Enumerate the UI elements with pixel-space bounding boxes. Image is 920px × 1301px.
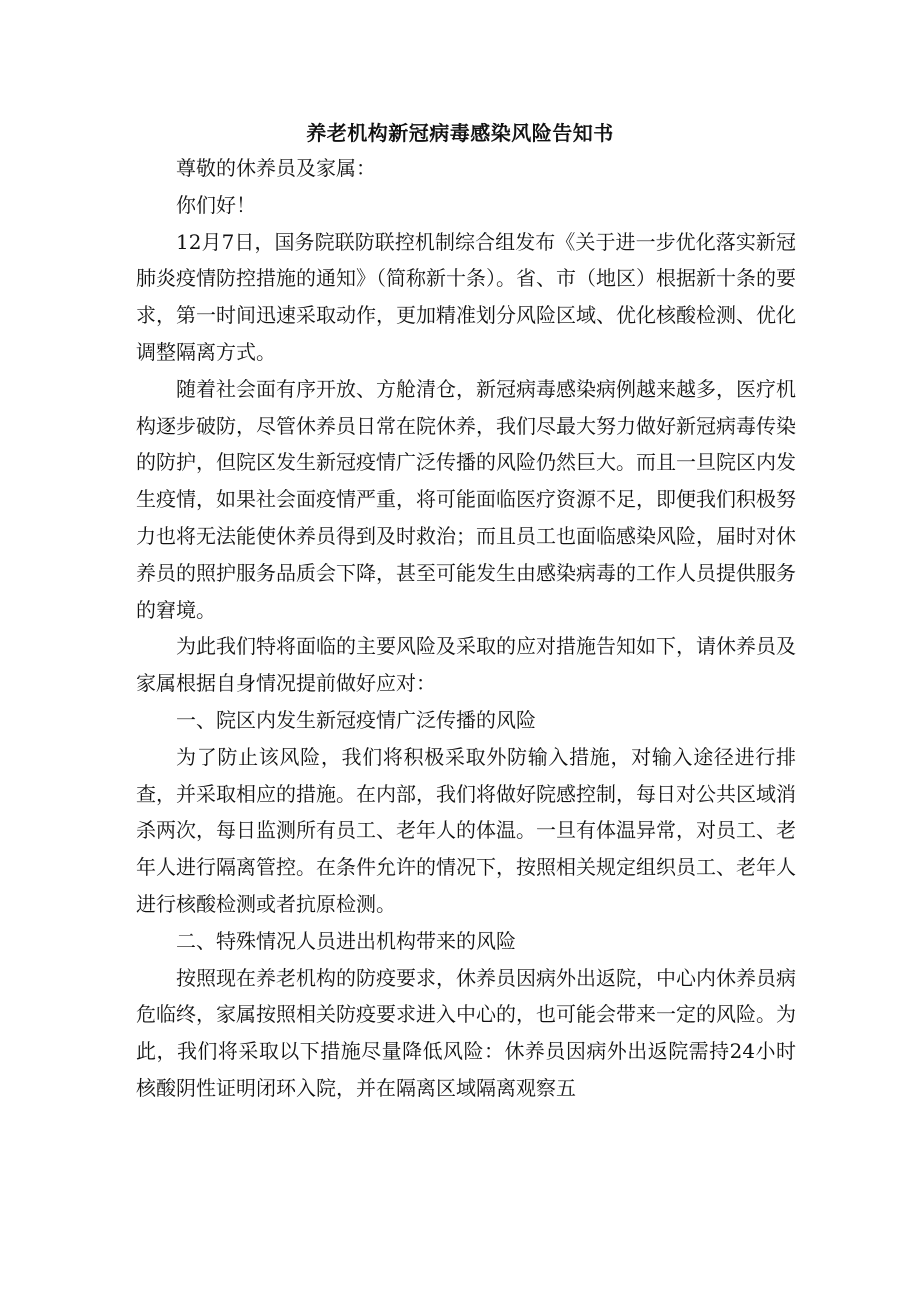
document-title: 养老机构新冠病毒感染风险告知书	[306, 121, 614, 145]
document-body	[136, 150, 796, 1107]
paragraph-risk-background: 随着社会面有序开放、方舱清仓，新冠病毒感染病例越来越多，医疗机构逐步破防，尽管休养员日常在院休养，我们尽最大努力做好新冠病毒传染的防护，但院区发生新冠疫情广泛传播的风险仍然巨大。而且一旦院区内发生疫情，如果社会面疫情严重，将可能面临医疗资源不足，即便我们积极努力也将无法能使休养员得到及时救治；而且员工也面临感染风险，届时对休养员的照护服务品质会下降，甚至可能发生由感染病毒的工作人员提供服务的窘境。	[136, 376, 796, 622]
section-heading-1: 一、院区内发生新冠疫情广泛传播的风险	[176, 707, 536, 732]
paragraph-notice-purpose: 为此我们特将面临的主要风险及采取的应对措施告知如下，请休养员及家属根据自身情况提前做好应对：	[136, 634, 796, 696]
salutation: 尊敬的休养员及家属：	[176, 156, 376, 180]
paragraph-section-2: 按照现在养老机构的防疫要求，休养员因病外出返院，中心内休养员病危临终，家属按照相关防疫要求进入中心的，也可能会带来一定的风险。为此，我们将采取以下措施尽量降低风险：休养员因病外出返院需持24小时核酸阴性证明闭环入院，并在隔离区域隔离观察五	[136, 965, 796, 1100]
section-heading-2: 二、特殊情况人员进出机构带来的风险	[176, 928, 516, 953]
greeting: 你们好！	[176, 192, 256, 217]
paragraph-section-1: 为了防止该风险，我们将积极采取外防输入措施，对输入途径进行排查，并采取相应的措施。在内部，我们将做好院感控制，每日对公共区域消杀两次，每日监测所有员工、老年人的体温。一旦有体温异常，对员工、老年人进行隔离管控。在条件允许的情况下，按照相关规定组织员工、老年人进行核酸检测或者抗原检测。	[136, 744, 796, 916]
paragraph-notice-intro: 12月7日，国务院联防联控机制综合组发布《关于进一步优化落实新冠肺炎疫情防控措施的通知》（简称新十条）。省、市（地区）根据新十条的要求，第一时间迅速采取动作，更加精准划分风险区域、优化核酸检测、优化调整隔离方式。	[136, 229, 796, 364]
